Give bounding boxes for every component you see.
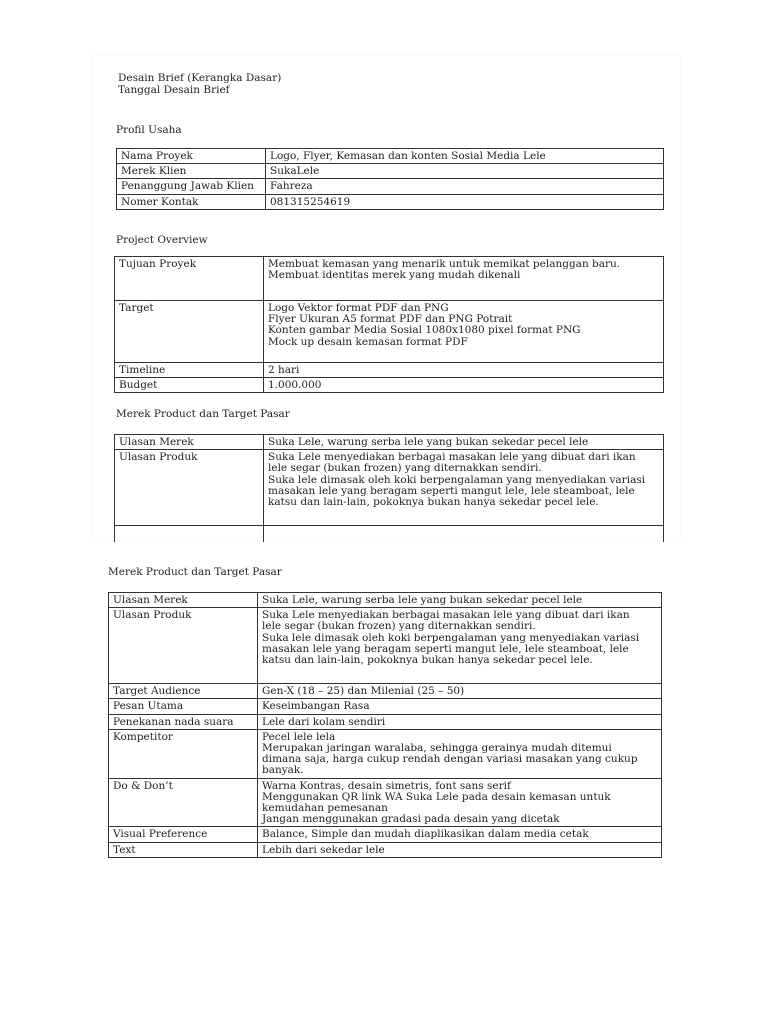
section-profil-heading: Profil Usaha [116, 124, 182, 136]
section-merek-heading: Merek Product dan Target Pasar [116, 408, 290, 420]
text-line: Konten gambar Media Sosial 1080x1080 pixel format PNG [268, 324, 581, 337]
table-cell-value: Balance, Simple dan mudah diaplikasikan dalam media cetak [258, 827, 662, 842]
table-row [115, 363, 664, 378]
table-cell-value: 081315254619 [266, 194, 664, 209]
profil-table [116, 148, 664, 210]
text-line: kemudahan pemesanan [262, 802, 388, 815]
document-title: Desain Brief (Kerangka Dasar) [118, 72, 282, 84]
table-row [117, 164, 664, 179]
table-cell-value [264, 526, 664, 544]
text-line: masakan lele yang beragam seperti mangut lele, lele steamboat, lele [268, 484, 635, 497]
table-row [109, 778, 662, 827]
text-line: Membuat kemasan yang menarik untuk memikat pelanggan baru. [268, 258, 621, 270]
table-cell-value [264, 450, 664, 526]
section-merek-heading: Merek Product dan Target Pasar [108, 566, 282, 578]
table-row [115, 378, 664, 393]
date-label: Tanggal Desain Brief [118, 84, 230, 96]
table-cell-label: Ulasan Merek [109, 593, 258, 608]
table-cell-label: Pesan Utama [109, 699, 258, 714]
table-cell-value: Lebih dari sekedar lele [258, 842, 662, 857]
text-line: Logo Vektor format PDF dan PNG [268, 302, 449, 314]
table-cell-value [258, 608, 662, 684]
table-row [109, 608, 662, 684]
table-row [109, 729, 662, 778]
table-cell-value: Keseimbangan Rasa [258, 699, 662, 714]
table-row [109, 827, 662, 842]
table-cell-label: Penekanan nada suara [109, 714, 258, 729]
text-line: katsu dan lain-lain, pokoknya bukan hanya sekedar pecel lele. [268, 496, 599, 509]
table-cell-value: Lele dari kolam sendiri [258, 714, 662, 729]
text-line: Warna Kontras, desain simetris, font sans serif [262, 779, 511, 792]
merek-table [114, 434, 664, 544]
table-row [115, 526, 664, 544]
document-page-2 [92, 548, 680, 908]
text-line: dimana saja, harga cukup rendah dengan variasi masakan yang cukup [262, 753, 638, 766]
table-row [115, 435, 664, 450]
table-cell-value: Suka Lele, warung serba lele yang bukan sekedar pecel lele [258, 593, 662, 608]
table-cell-label: Merek Klien [117, 164, 266, 179]
table-row [115, 301, 664, 363]
text-line: Suka Lele menyediakan berbagai masakan lele yang dibuat dari ikan [268, 451, 636, 464]
table-cell-label: Timeline [115, 363, 264, 378]
overview-table [114, 256, 664, 393]
table-row [109, 593, 662, 608]
table-cell-label [115, 526, 264, 544]
table-cell-label: Target Audience [109, 684, 258, 699]
table-cell-value: 2 hari [264, 363, 664, 378]
table-cell-value [264, 257, 664, 301]
text-line: lele segar (bukan frozen) yang diternakkan sendiri. [268, 462, 542, 475]
table-cell-value: Suka Lele, warung serba lele yang bukan sekedar pecel lele [264, 435, 664, 450]
table-row [115, 450, 664, 526]
table-cell-value: Gen-X (18 – 25) dan Milenial (25 – 50) [258, 684, 662, 699]
table-row [109, 842, 662, 857]
text-line: Flyer Ukuran A5 format PDF dan PNG Potrait [268, 313, 513, 326]
text-line: Menggunakan QR link WA Suka Lele pada desain kemasan untuk [262, 790, 611, 803]
text-line: Suka lele dimasak oleh koki berpengalaman yang menyediakan variasi [268, 473, 646, 486]
table-cell-label: Ulasan Produk [115, 450, 264, 526]
text-line: Membuat identitas merek yang mudah dikenali [268, 269, 521, 282]
merek-full-table [108, 592, 662, 858]
table-cell-label: Budget [115, 378, 264, 393]
text-line: katsu dan lain-lain, pokoknya bukan hanya sekedar pecel lele. [262, 654, 593, 667]
table-row [109, 714, 662, 729]
table-cell-value [258, 778, 662, 827]
table-cell-label: Visual Preference [109, 827, 258, 842]
text-line: lele segar (bukan frozen) yang diternakkan sendiri. [262, 620, 536, 633]
table-cell-label: Penanggung Jawab Klien [117, 179, 266, 194]
table-cell-label: Nama Proyek [117, 149, 266, 164]
table-cell-label: Ulasan Produk [109, 608, 258, 684]
table-row [109, 699, 662, 714]
document-page-1 [92, 56, 680, 540]
table-row [117, 194, 664, 209]
table-row [117, 149, 664, 164]
table-cell-label: Tujuan Proyek [115, 257, 264, 301]
table-cell-value: Logo, Flyer, Kemasan dan konten Sosial Media Lele [266, 149, 664, 164]
table-cell-label: Nomer Kontak [117, 194, 266, 209]
table-row [109, 684, 662, 699]
table-cell-label: Text [109, 842, 258, 857]
table-row [117, 179, 664, 194]
text-line: Jangan menggunakan gradasi pada desain yang dicetak [262, 813, 560, 826]
text-line: Suka Lele menyediakan berbagai masakan lele yang dibuat dari ikan [262, 609, 630, 622]
text-line: Mock up desain kemasan format PDF [268, 335, 468, 348]
table-cell-label: Ulasan Merek [115, 435, 264, 450]
table-cell-label: Target [115, 301, 264, 363]
table-cell-value: Fahreza [266, 179, 664, 194]
section-overview-heading: Project Overview [116, 234, 208, 246]
table-cell-label: Do & Don’t [109, 778, 258, 827]
table-cell-value: 1.000.000 [264, 378, 664, 393]
table-cell-value [258, 729, 662, 778]
text-line: Pecel lele lela [262, 730, 336, 743]
text-line: Suka lele dimasak oleh koki berpengalaman yang menyediakan variasi [262, 631, 640, 644]
table-row [115, 257, 664, 301]
text-line: masakan lele yang beragam seperti mangut lele, lele steamboat, lele [262, 642, 629, 655]
text-line: banyak. [262, 764, 304, 777]
table-cell-label: Kompetitor [109, 729, 258, 778]
text-line: Merupakan jaringan waralaba, sehingga gerainya mudah ditemui [262, 742, 612, 755]
table-cell-value: SukaLele [266, 164, 664, 179]
table-cell-value [264, 301, 664, 363]
